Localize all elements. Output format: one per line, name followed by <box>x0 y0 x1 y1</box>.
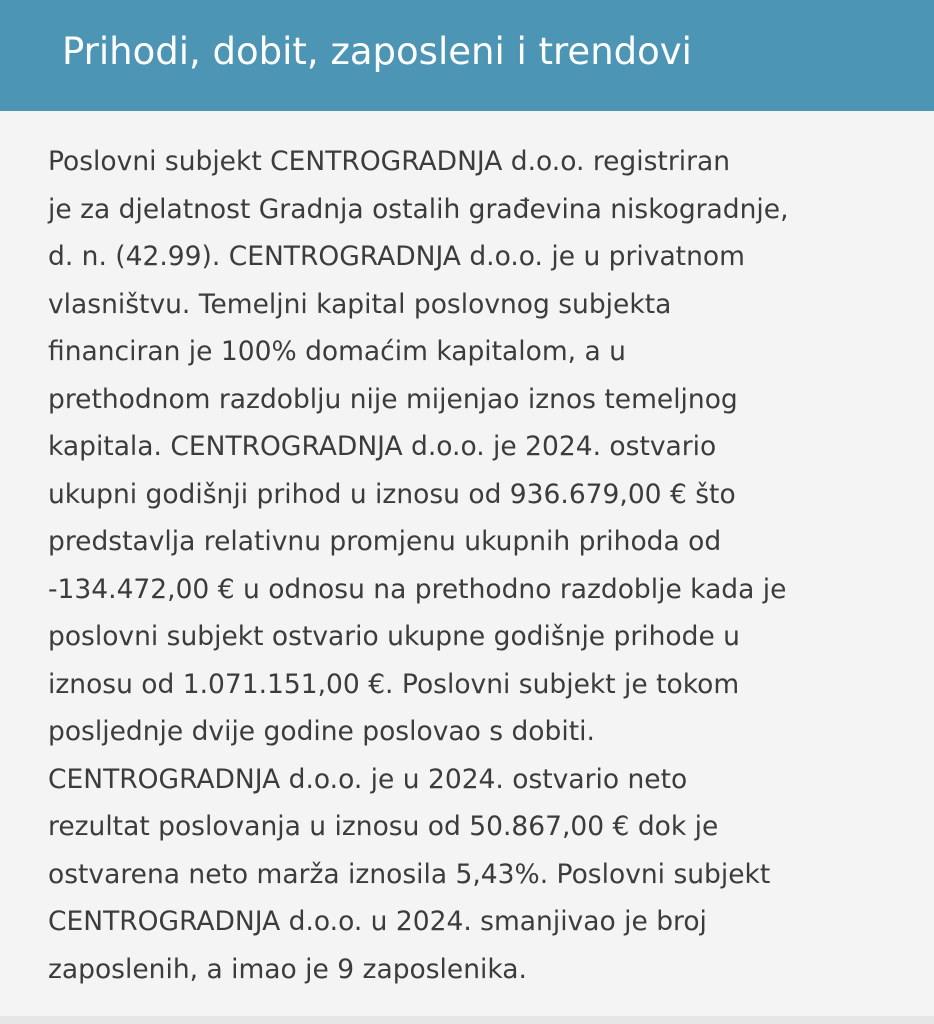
description-line: financiran je 100% domaćim kapitalom, a u <box>48 336 626 367</box>
description-line: CENTROGRADNJA d.o.o. je u 2024. ostvario neto <box>48 763 688 795</box>
card-bottom-divider <box>0 1016 934 1024</box>
description-line: zaposlenih, a imao je 9 zaposlenika. <box>48 953 527 985</box>
description-line: ukupni godišnji prihod u iznosu od 936.679,00 € što <box>48 478 736 510</box>
description-line: iznosu od 1.071.151,00 €. Poslovni subjekt je tokom <box>48 668 740 700</box>
section-description <box>48 138 898 993</box>
description-line: ostvarena neto marža iznosila 5,43%. Poslovni subjekt <box>48 858 771 890</box>
section-title: Prihodi, dobit, zaposleni i trendovi <box>62 30 692 73</box>
description-line: prethodnom razdoblju nije mijenjao iznos temeljnog <box>48 383 738 415</box>
description-line: predstavlja relativnu promjenu ukupnih prihoda od <box>48 526 722 557</box>
description-line: CENTROGRADNJA d.o.o. u 2024. smanjivao je broj <box>48 906 707 937</box>
description-line: d. n. (42.99). CENTROGRADNJA d.o.o. je u privatnom <box>48 241 745 272</box>
description-line: -134.472,00 € u odnosu na prethodno razdoblje kada je <box>48 573 787 605</box>
description-line: posljednje dvije godine poslovao s dobiti. <box>48 716 595 747</box>
description-line: poslovni subjekt ostvario ukupne godišnje prihode u <box>48 621 740 652</box>
description-line: rezultat poslovanja u iznosu od 50.867,00 € dok je <box>48 811 719 842</box>
section-header <box>0 0 934 111</box>
description-line: je za djelatnost Gradnja ostalih građevina niskogradnje, <box>48 193 789 225</box>
description-line: kapitala. CENTROGRADNJA d.o.o. je 2024. ostvario <box>48 431 717 462</box>
description-line: Poslovni subjekt CENTROGRADNJA d.o.o. registriran <box>48 146 730 177</box>
description-line: vlasništvu. Temeljni kapital poslovnog subjekta <box>48 288 672 320</box>
